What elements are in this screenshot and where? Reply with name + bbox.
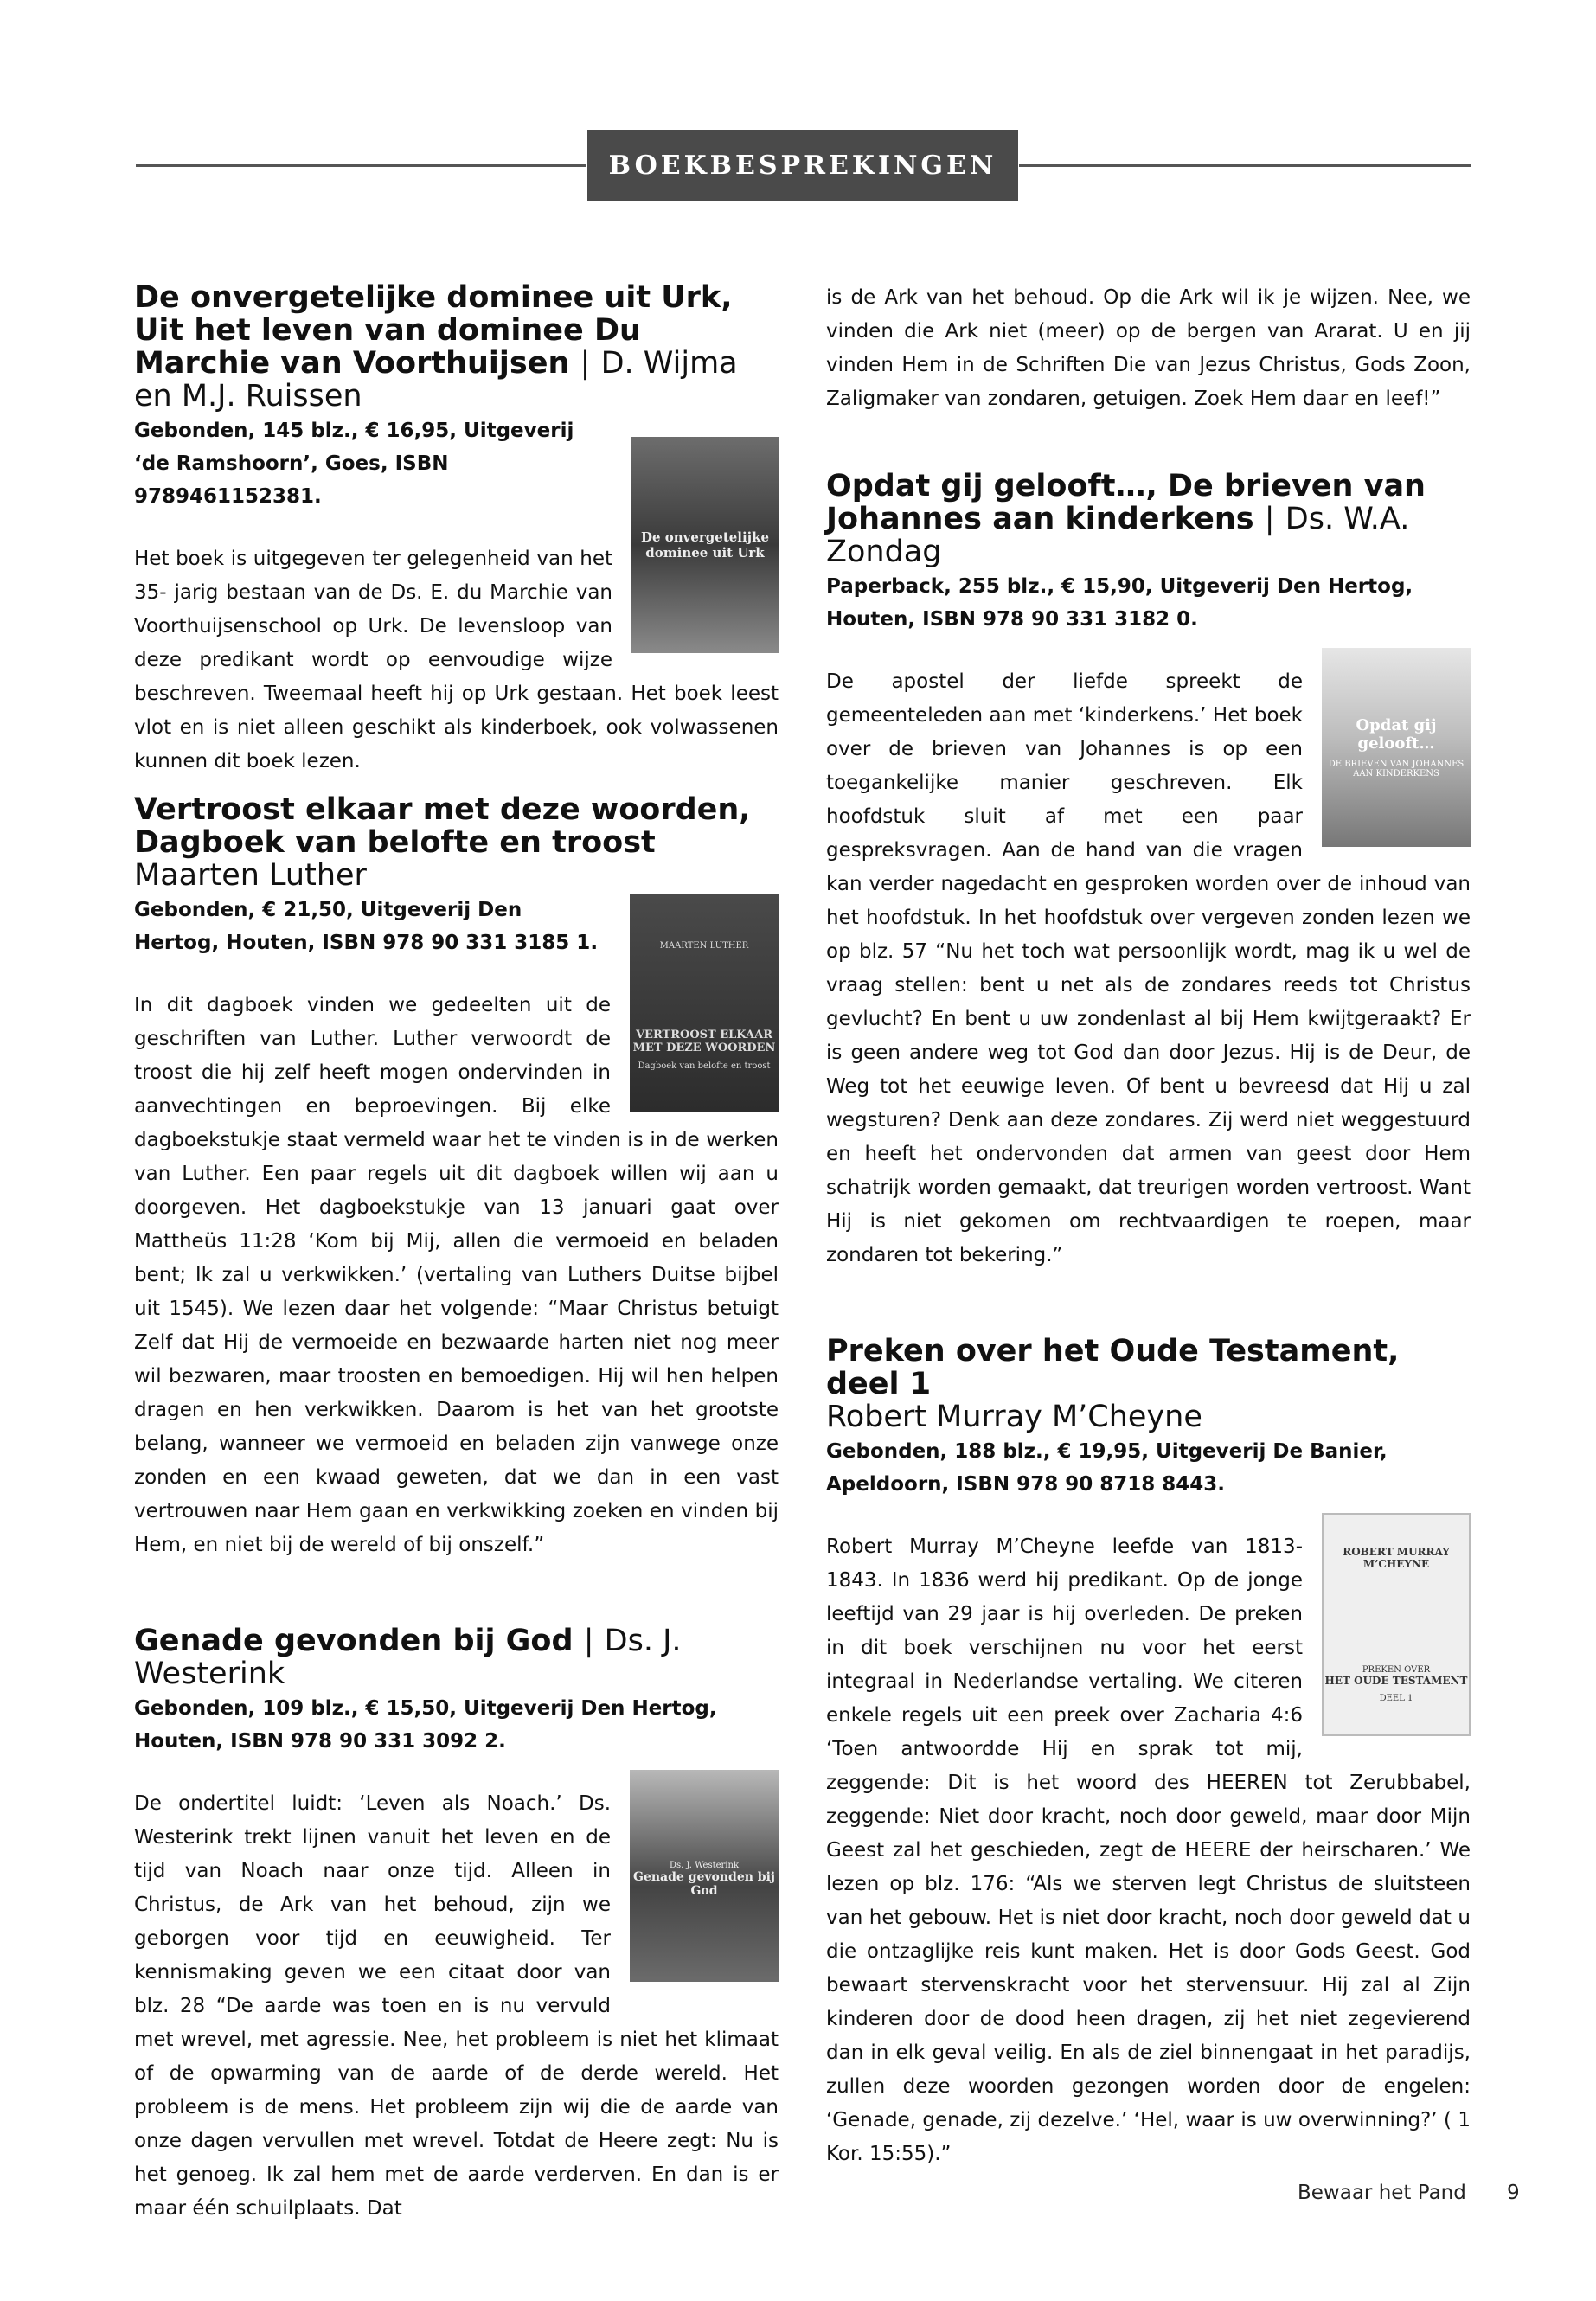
header-rule-left — [136, 164, 586, 167]
review-title: Vertroost elkaar met deze woorden, Dagboek van belofte en troost Maarten Luther — [134, 792, 751, 893]
review-body: De apostel der liefde spreekt de gemeenteleden aan met ‘kinderkens.’ Het boek over de brieven van Johannes is op een toegankelijke manier geschreven. Elk hoofdstuk sluit af met een paar gespreksvragen. Aan de hand van die vragen kan verder nagedacht en gesproken worden over de inhoud van het hoofdstuk. In het hoofdstuk over vergeven zonden lezen we op blz. 57 “Nu het toch wat persoonlijk wordt, mag ik u wel de vraag stellen: bent u net als de zondares reeds tot Christus gevlucht? En bent u uw zondenlast al bij Hem kwijtgeraakt? Er is geen andere weg tot God dan door Jezus. Hij is de Deur, de Weg tot het eeuwige leven. Of bent u bevreesd dat Hij u zal wegsturen? Denk aan deze zondares. Zij werd niet weggestuurd en heeft het ondervonden dat armen van geest door Hem schatrijk worden gemaakt, dat treurigen worden vertroost. Want Hij is niet gekomen om rechtvaardigen te roepen, maar zondaren tot bekering.” — [826, 670, 1471, 1266]
header-rule-right — [1019, 164, 1471, 167]
book-cover-image: Ds. J. Westerink Genade gevonden bij God — [630, 1770, 779, 1982]
review-urk — [134, 280, 779, 772]
review-author: Ds. W.A. Zondag — [826, 502, 1410, 569]
review-meta: Gebonden, € 21,50, Uitgeverij Den Hertog, Houten, ISBN 978 90 331 3185 1. — [134, 899, 599, 954]
review-title: Genade gevonden bij God | Ds. J. Westerink — [134, 1624, 682, 1691]
review-author: Robert Murray M’Cheyne — [826, 1400, 1202, 1434]
review-body: Het boek is uitgegeven ter gelegenheid van het 35- jarig bestaan van de Ds. E. du Marchie van Voorthuijsenschool op Urk. De levensloop van deze predikant wordt op eenvoudige wijze beschreven. Tweemaal heeft hij op Urk gestaan. Het boek leest vlot en is niet alleen geschikt als kinderboek, ook volwassenen kunnen dit boek lezen. — [134, 548, 779, 772]
review-meta: Gebonden, 145 blz., € 16,95, Uitgeverij ‘de Ramshoorn’, Goes, ISBN 9789461152381. — [134, 420, 574, 508]
book-cover-image: De onvergetelijke dominee uit Urk — [631, 437, 779, 653]
right-column — [826, 281, 1471, 2171]
review-opdat — [826, 470, 1471, 1272]
review-body: De ondertitel luidt: ‘Leven als Noach.’ Ds. Westerink trekt lijnen vanuit het leven en de tijd van Noach naar onze tijd. Alleen in Christus, de Ark van het behoud, zijn we geborgen voor tijd en eeuwigheid. Ter kennismaking geven we een citaat door van blz. 28 “De aarde was toen en is nu vervuld met wrevel, met agressie. Nee, het probleem is niet het klimaat of de opwarming van de aarde of de derde wereld. Het probleem is de mens. Het probleem zijn wij die de aarde van onze dagen vervullen met wrevel. Totdat de Heere zegt: Nu is het genoeg. Ik zal hem met de aarde verderven. En dan is er maar één schuilplaats. Dat — [134, 1792, 779, 2220]
page-number: 9 — [1507, 2182, 1520, 2204]
book-cover-image: Opdat gij gelooft… DE BRIEVEN VAN JOHANNES AAN KINDERKENS — [1322, 648, 1471, 847]
section-header: BOEKBESPREKINGEN — [587, 130, 1018, 201]
continued-text: is de Ark van het behoud. Op die Ark wil ik je wijzen. Nee, we vinden die Ark niet (meer) op de bergen van Ararat. U en jij vinden Hem in de Schriften Die van Jezus Christus, Gods Zoon, Zaligmaker van zondaren, getuigen. Zoek Hem daar en leef!” — [826, 286, 1471, 410]
review-author: Ds. J. Westerink — [134, 1624, 682, 1691]
review-author: Maarten Luther — [134, 858, 367, 893]
review-meta: Gebonden, 188 blz., € 19,95, Uitgeverij De Banier, Apeldoorn, ISBN 978 90 8718 8443. — [826, 1440, 1388, 1496]
review-body: In dit dagboek vinden we gedeelten uit de geschriften van Luther. Luther verwoordt de troost die hij zelf heeft mogen ondervinden in aanvechtingen en beproevingen. Bij elke dagboekstukje staat vermeld waar het te vinden is in de werken van Luther. Een paar regels uit dit dagboek willen wij aan u doorgeven. Het dagboekstukje van 13 januari gaat over Mattheüs 11:28 ‘Kom bij Mij, allen die vermoeid en beladen bent; Ik zal u verkwikken.’ (vertaling van Luthers Duitse bijbel uit 1545). We lezen daar het volgende: “Maar Christus betuigt Zelf dat Hij de vermoeide en bezwaarde harten niet nog meer wil bezwaren, maar troosten en bemoedigen. Hij wil hen helpen dragen en hen verkwikken. Daarom is het van het grootste belang, wanneer we vermoeid en beladen zijn vanwege onze zonden en een kwaad geweten, dat we dan in een vast vertrouwen naar Hem gaan en verkwikking zoeken en vinden bij Hem, en niet bij de wereld of bij onszelf.” — [134, 994, 779, 1556]
review-title: Preken over het Oude Testament, deel 1 Robert Murray M’Cheyne — [826, 1334, 1400, 1434]
review-genade — [134, 1625, 779, 2226]
book-cover-image: ROBERT MURRAY M’CHEYNE PREKEN OVER HET OUDE TESTAMENT DEEL 1 — [1322, 1513, 1471, 1736]
review-vertroost — [134, 793, 779, 1562]
review-preken — [826, 1335, 1471, 2171]
review-meta: Paperback, 255 blz., € 15,90, Uitgeverij Den Hertog, Houten, ISBN 978 90 331 3182 0. — [826, 575, 1413, 631]
review-author: D. Wijma en M.J. Ruissen — [134, 346, 738, 413]
review-title: De onvergetelijke dominee uit Urk, Uit het leven van dominee Du Marchie van Voorthuijsen | D. Wijma en M.J. Ruissen — [134, 280, 738, 413]
left-column — [134, 281, 779, 2226]
magazine-name: Bewaar het Pand — [1298, 2182, 1466, 2204]
review-title: Opdat gij gelooft…, De brieven van Johannes aan kinderkens | Ds. W.A. Zondag — [826, 469, 1426, 569]
book-cover-image: MAARTEN LUTHER VERTROOST ELKAAR MET DEZE WOORDEN Dagboek van belofte en troost — [630, 894, 779, 1112]
review-meta: Gebonden, 109 blz., € 15,50, Uitgeverij Den Hertog, Houten, ISBN 978 90 331 3092 2. — [134, 1697, 717, 1753]
review-body: Robert Murray M’Cheyne leefde van 1813-1843. In 1836 werd hij predikant. Op de jonge leeftijd van 29 jaar is hij overleden. De preken in dit boek verschijnen nu voor het eerst integraal in Nederlandse vertaling. We citeren enkele regels uit een preek over Zacharia 4:6 ‘Toen antwoordde Hij en sprak tot mij, zeggende: Dit is het woord des HEEREN tot Zerubbabel, zeggende: Niet door kracht, noch door geweld, maar door Mijn Geest zal het geschieden, zegt de HEERE der heirscharen.’ We lezen op blz. 176: “Als we sterven legt Christus de sluitsteen van het gebouw. Het is niet door kracht, noch door geweld dat u die ontzaglijke reis kunt maken. Het is door Gods Geest. God bewaart stervenskracht voor het stervensuur. Hij zal al Zijn kinderen door de dood heen dragen, zij het niet zegevierend dan in elk geval veilig. En als de ziel binnengaat in het paradijs, zullen deze woorden gezongen worden door de engelen: ‘Genade, genade, zij dezelve.’ ‘Hel, waar is uw overwinning?’ ( 1 Kor. 15:55).” — [826, 1535, 1471, 2165]
